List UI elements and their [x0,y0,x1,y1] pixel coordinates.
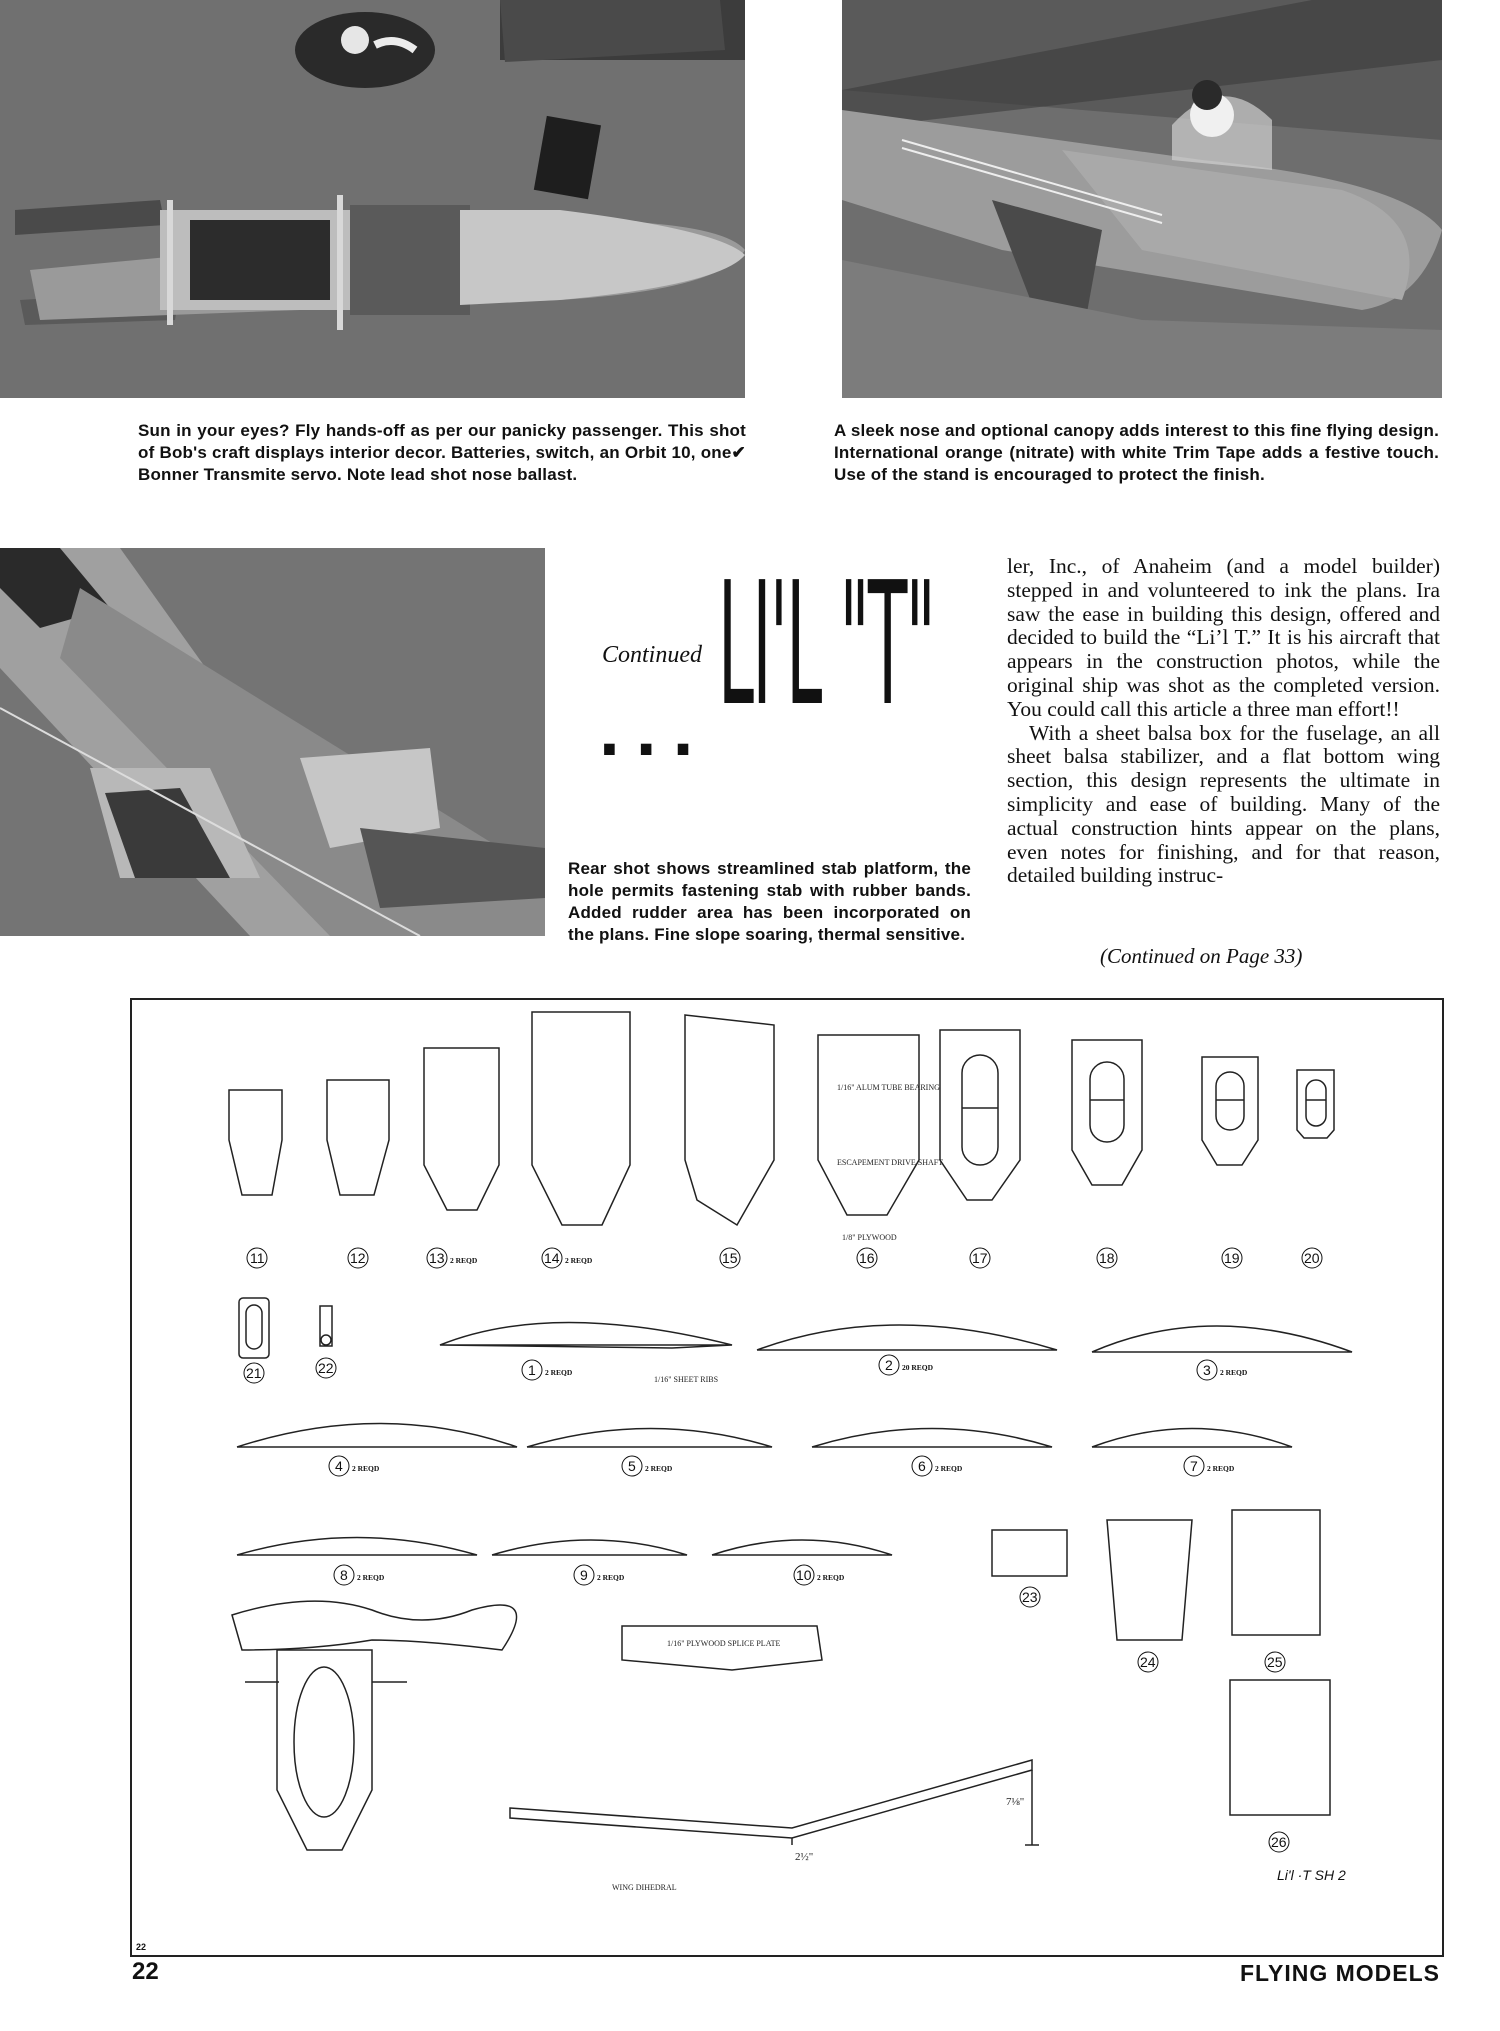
wing-dihedral-label: WING DIHEDRAL [612,1883,677,1892]
num-20: 20 [1304,1250,1320,1266]
num-13: 13 [429,1250,445,1266]
title-dots: ... [598,700,709,770]
rib-3 [1092,1326,1352,1352]
num-8: 8 [340,1567,348,1583]
splice-plate [622,1626,822,1670]
req-5: 2 REQD [645,1464,673,1473]
num-12: 12 [350,1250,366,1266]
dihedral-mid-label: 2½" [795,1851,814,1863]
req-1: 2 REQD [545,1368,573,1377]
num-14: 14 [544,1250,560,1266]
caption-middle [568,858,971,946]
rib-10 [712,1540,892,1555]
num-3: 3 [1203,1362,1211,1378]
former-15 [685,1015,774,1225]
num-16: 16 [859,1250,875,1266]
num-26: 26 [1271,1834,1287,1850]
req-6: 2 REQD [935,1464,963,1473]
caption-top-right-text: A sleek nose and optional canopy adds interest to this fine flying design. International orange (nitrate) with white Trim Tape adds a festive touch. Use of the stand is encouraged to protect the finish. [834,421,1439,484]
rib-7 [1092,1429,1292,1448]
num-22: 22 [318,1360,334,1376]
num-25: 25 [1267,1654,1283,1670]
continued-on-page: (Continued on Page 33) [1100,944,1303,968]
article-paragraph-1: ler, Inc., of Anaheim (and a model builder) stepped in and volunteered to ink the plans. Ira saw the ease in building this design, offered and decided to build the “Li’l T.” It is his aircraft that appears in the construction photos, while the original ship was shot as the completed version. You could call this article a three man effort!! [1007,554,1440,721]
rib-1 [440,1323,732,1349]
former-13 [424,1048,499,1210]
article-paragraph-2: With a sheet balsa box for the fuselage, an all sheet balsa stabilizer, and a flat bottom wing section, this design represents the ultimate in simplicity and ease of building. Many of the actual construction hints appear on the plans, even notes for finishing, and for that reason, detailed building instruc- [1007,720,1440,888]
rib-9 [492,1540,687,1555]
num-19: 19 [1224,1250,1240,1266]
req-7: 2 REQD [1207,1464,1235,1473]
req-3: 2 REQD [1220,1368,1248,1377]
photo-top-left [0,0,745,398]
rib-6 [812,1429,1052,1448]
num-2: 2 [885,1357,893,1373]
req-13: 2 REQD [450,1256,478,1265]
sheet-ribs-label: 1/16" SHEET RIBS [654,1375,719,1384]
part-23 [992,1530,1067,1576]
plywood-label: 1/8" PLYWOOD [842,1233,897,1242]
num-4: 4 [335,1458,343,1474]
plans-sheet [130,998,1444,1957]
plans-page-small: 22 [136,1942,147,1952]
plans-drawing [132,1000,1442,1955]
req-14: 2 REQD [565,1256,593,1265]
caption-middle-text: Rear shot shows streamlined stab platform, the hole permits fastening stab with rubber bands. Added rudder area has been incorporated on the plans. Fine slope soaring, thermal sensitive. [568,859,971,944]
req-9: 2 REQD [597,1573,625,1582]
former-12 [327,1080,389,1195]
fuselage-view [232,1601,517,1650]
former-14 [532,1012,630,1225]
part-25 [1232,1510,1320,1635]
req-8: 2 REQD [357,1573,385,1582]
req-10: 2 REQD [817,1573,845,1582]
title-continued: Continued [602,642,702,668]
former-16-top-label: 1/16" ALUM TUBE BEARING [837,1083,940,1092]
title-lil-t: LI'L "T" [718,546,935,744]
num-9: 9 [580,1567,588,1583]
num-17: 17 [972,1250,988,1266]
sheet-id: Li'l ·T SH 2 [1277,1867,1346,1883]
caption-top-right [834,420,1439,486]
rib-2 [757,1325,1057,1350]
photo-top-left-image [0,0,745,398]
num-1: 1 [528,1362,536,1378]
photo-top-right [842,0,1442,398]
num-7: 7 [1190,1458,1198,1474]
former-22 [320,1306,332,1346]
photo-middle-left [0,548,545,936]
wing-dihedral-line [510,1760,1032,1838]
photo-top-right-image [842,0,1442,398]
part-numbers [244,1248,1322,1852]
former-16-bottom-label: ESCAPEMENT DRIVE SHAFT [837,1158,944,1167]
num-21: 21 [246,1365,262,1381]
req-4: 2 REQD [352,1464,380,1473]
dihedral-tip-label: 7⅛" [1006,1796,1025,1808]
splice-plate-label: 1/16" PLYWOOD SPLICE PLATE [667,1639,781,1648]
caption-top-left [138,420,746,486]
magazine-name: FLYING MODELS [1240,1960,1440,1986]
former-11 [229,1090,282,1195]
req-2: 20 REQD [902,1363,934,1372]
num-18: 18 [1099,1250,1115,1266]
part-24 [1107,1520,1192,1640]
page-number: 22 [132,1958,159,1985]
num-15: 15 [722,1250,738,1266]
rib-5 [527,1429,772,1448]
rib-8 [237,1538,477,1556]
num-10: 10 [796,1567,812,1583]
article-column [1007,555,1440,888]
part-26 [1230,1680,1330,1815]
num-11: 11 [250,1250,265,1266]
num-24: 24 [1140,1654,1156,1670]
rib-4 [237,1424,517,1448]
num-5: 5 [628,1458,636,1474]
num-6: 6 [918,1458,926,1474]
former-16 [818,1035,919,1215]
photo-middle-left-image [0,548,545,936]
former-19 [1202,1057,1258,1165]
num-23: 23 [1022,1589,1038,1605]
caption-top-left-text: Sun in your eyes? Fly hands-off as per our panicky passenger. This shot of Bob's craft displays interior decor. Batteries, switch, an Orbit 10, one✔ Bonner Transmite servo. Note lead shot nose ballast. [138,421,746,484]
